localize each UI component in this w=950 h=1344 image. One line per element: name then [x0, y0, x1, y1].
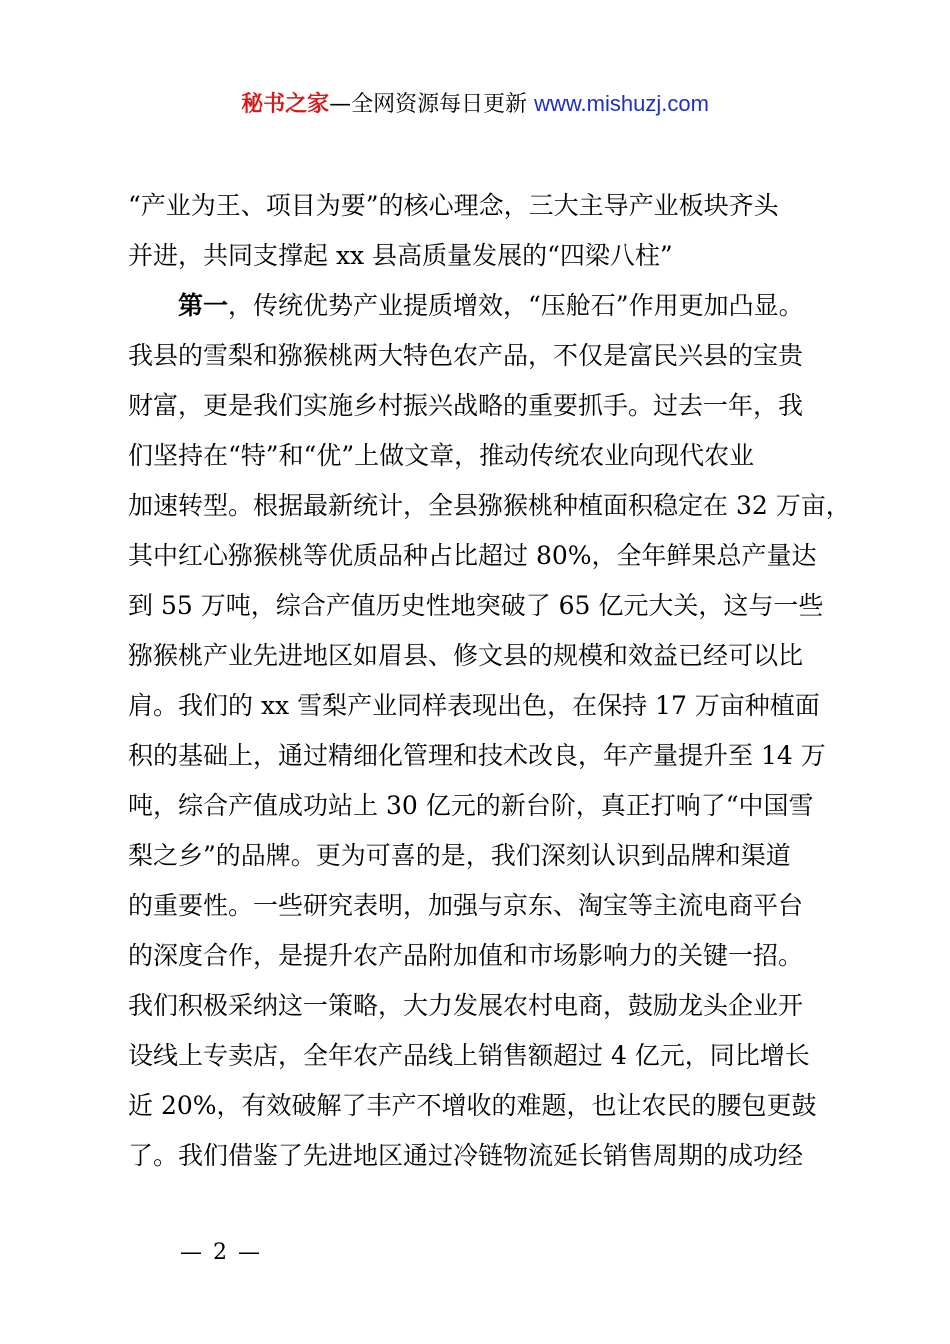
- text-line: 的深度合作，是提升农产品附加值和市场影响力的关键一招。: [128, 941, 804, 970]
- paragraph-first-line: [128, 281, 828, 331]
- text-line: 我们积极采纳这一策略，大力发展农村电商，鼓励龙头企业开: [128, 991, 804, 1020]
- site-banner: [0, 86, 950, 123]
- text-line: 梨之乡”的品牌。更为可喜的是，我们深刻认识到品牌和渠道: [128, 841, 791, 870]
- site-url-link[interactable]: www.mishuzj.com: [534, 91, 709, 116]
- text-line: 肩。我们的 xx 雪梨产业同样表现出色，在保持 17 万亩种植面: [128, 691, 820, 720]
- banner-slogan: —全网资源每日更新: [329, 92, 535, 117]
- text-line: 加速转型。根据最新统计，全县猕猴桃种植面积稳定在 32 万亩，: [128, 491, 851, 520]
- text-line: 猕猴桃产业先进地区如眉县、修文县的规模和效益已经可以比: [128, 641, 804, 670]
- text-line: 设线上专卖店，全年农产品线上销售额超过 4 亿元，同比增长: [128, 1041, 810, 1070]
- paragraph-lead-word: 第一: [178, 291, 229, 320]
- text-line: 其中红心猕猴桃等优质品种占比超过 80%，全年鲜果总产量达: [128, 541, 817, 570]
- page-number: — 2 —: [180, 1240, 262, 1265]
- document-body: [128, 181, 851, 1181]
- text-line: 到 55 万吨，综合产值历史性地突破了 65 亿元大关，这与一些: [128, 591, 824, 620]
- paragraph-first-line-text: ，传统优势产业提质增效，“压舱石”作用更加凸显。: [228, 291, 804, 320]
- brand-name: 秘书之家: [241, 92, 330, 117]
- text-line: 吨，综合产值成功站上 30 亿元的新台阶，真正打响了“中国雪: [128, 791, 814, 820]
- text-line: 积的基础上，通过精细化管理和技术改良，年产量提升至 14 万: [128, 741, 826, 770]
- text-line: 的重要性。一些研究表明，加强与京东、淘宝等主流电商平台: [128, 891, 804, 920]
- text-line: 们坚持在“特”和“优”上做文章，推动传统农业向现代农业: [128, 441, 755, 470]
- text-line: 近 20%，有效破解了丰产不增收的难题，也让农民的腰包更鼓: [128, 1091, 817, 1120]
- text-line: 并进，共同支撑起 xx 县高质量发展的“四梁八柱”: [128, 241, 673, 270]
- text-line: “产业为王、项目为要”的核心理念，三大主导产业板块齐头: [128, 191, 779, 220]
- text-line: 我县的雪梨和猕猴桃两大特色农产品，不仅是富民兴县的宝贵: [128, 341, 804, 370]
- text-line: 财富，更是我们实施乡村振兴战略的重要抓手。过去一年，我: [128, 391, 804, 420]
- text-line: 了。我们借鉴了先进地区通过冷链物流延长销售周期的成功经: [128, 1141, 804, 1170]
